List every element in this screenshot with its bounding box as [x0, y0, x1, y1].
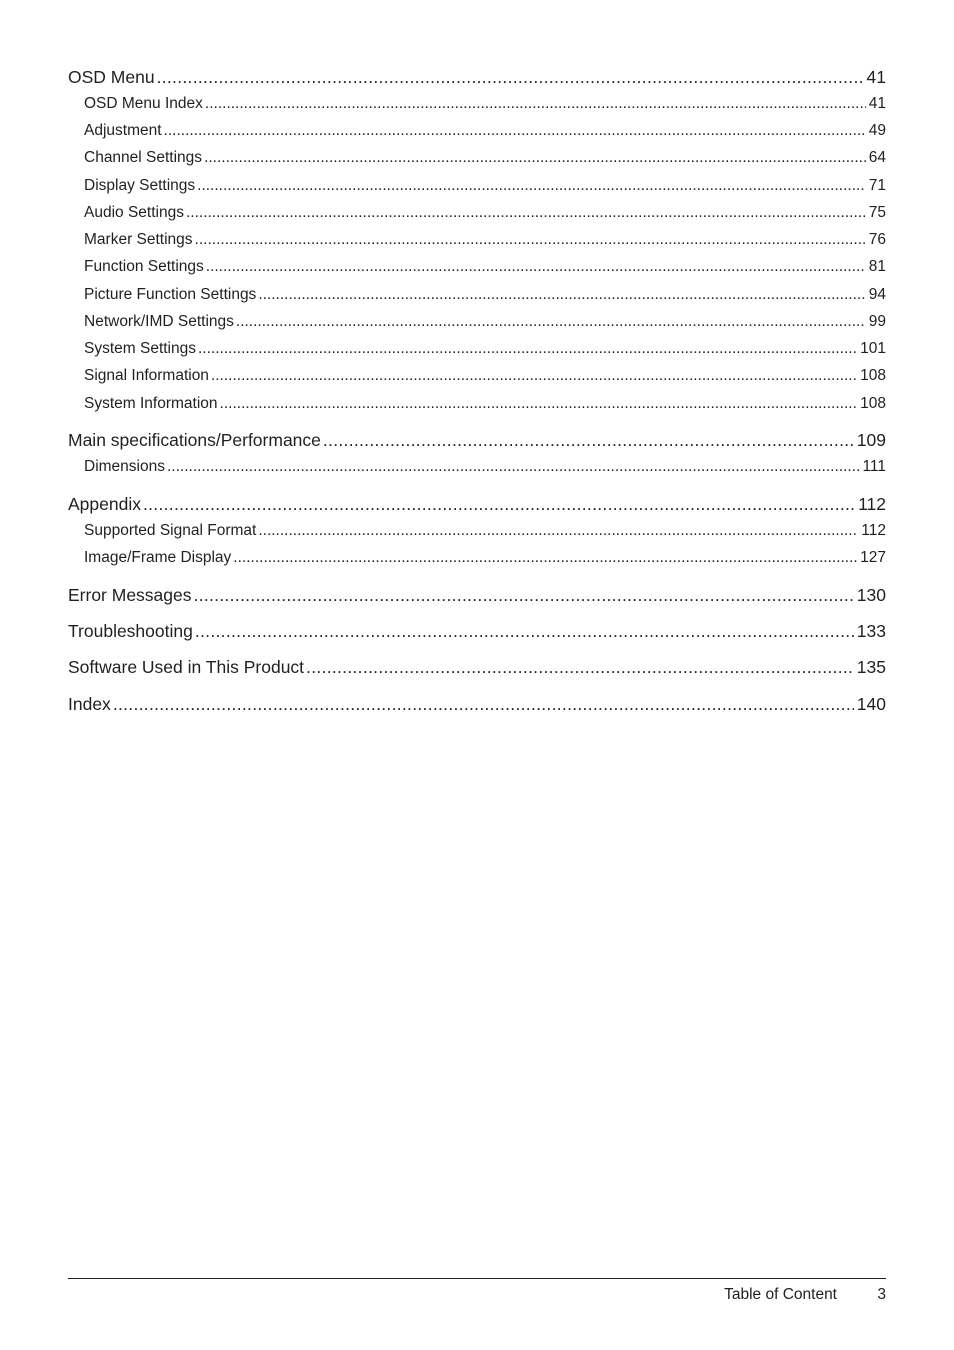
toc-dot-leader — [113, 693, 854, 715]
toc-entry-label: Software Used in This Product — [68, 657, 305, 677]
footer-divider — [68, 1278, 886, 1279]
toc-subsection-entry[interactable] — [68, 94, 886, 114]
toc-entry-label: Main specifications/Performance — [68, 430, 321, 450]
toc-dot-leader — [206, 257, 866, 277]
toc-section-entry[interactable] — [68, 620, 886, 642]
toc-entry-label: Adjustment — [84, 122, 162, 139]
toc-entry-label: Appendix — [68, 494, 141, 514]
footer-page-number: 3 — [877, 1286, 886, 1303]
toc-entry-page-number: 75 — [868, 204, 886, 221]
toc-entry-page-number: 127 — [860, 549, 886, 566]
toc-entry-label: Marker Settings — [84, 231, 193, 248]
toc-subsection-entry[interactable] — [68, 257, 886, 277]
toc-subsection-entry[interactable] — [68, 339, 886, 359]
toc-entry-label: Display Settings — [84, 177, 196, 194]
toc-entry-label: Error Messages — [68, 585, 192, 605]
toc-entry-page-number: 135 — [856, 657, 886, 677]
toc-section-entry[interactable] — [68, 584, 886, 606]
toc-entry-page-number: 49 — [868, 122, 886, 139]
toc-dot-leader — [233, 548, 857, 568]
toc-entry-label: Audio Settings — [84, 204, 184, 221]
toc-dot-leader — [194, 584, 854, 606]
toc-section-entry[interactable] — [68, 693, 886, 715]
toc-entry-page-number: 109 — [856, 430, 886, 450]
toc-subsection-entry[interactable] — [68, 148, 886, 168]
toc-dot-leader — [204, 148, 866, 168]
toc-dot-leader — [197, 176, 866, 196]
toc-dot-leader — [258, 285, 865, 305]
toc-entry-label: Network/IMD Settings — [84, 313, 234, 330]
toc-entry-label: Index — [68, 694, 111, 714]
toc-entry-page-number: 41 — [866, 67, 886, 87]
toc-dot-leader — [205, 94, 866, 114]
toc-subsection-entry[interactable] — [68, 457, 886, 477]
toc-subsection-entry[interactable] — [68, 548, 886, 568]
toc-entry-label: OSD Menu — [68, 67, 155, 87]
toc-subsection-entry[interactable] — [68, 285, 886, 305]
toc-dot-leader — [195, 230, 866, 250]
toc-entry-label: Picture Function Settings — [84, 286, 257, 303]
toc-subsection-entry[interactable] — [68, 203, 886, 223]
toc-dot-leader — [195, 620, 854, 642]
toc-dot-leader — [220, 394, 858, 414]
toc-dot-leader — [143, 493, 855, 515]
toc-entry-page-number: 130 — [856, 585, 886, 605]
toc-dot-leader — [157, 66, 864, 88]
toc-dot-leader — [198, 339, 857, 359]
toc-subsection-entry[interactable] — [68, 312, 886, 332]
toc-dot-leader — [167, 457, 859, 477]
footer-section-label: Table of Content — [724, 1286, 837, 1303]
toc-subsection-entry[interactable] — [68, 521, 886, 541]
toc-dot-leader — [323, 429, 854, 451]
toc-entry-page-number: 64 — [868, 149, 886, 166]
toc-dot-leader — [211, 366, 857, 386]
toc-entry-page-number: 108 — [860, 395, 886, 412]
toc-entry-page-number: 76 — [868, 231, 886, 248]
toc-entry-label: Channel Settings — [84, 149, 203, 166]
toc-section-entry[interactable] — [68, 66, 886, 88]
toc-subsection-entry[interactable] — [68, 121, 886, 141]
toc-entry-page-number: 111 — [862, 458, 886, 475]
toc-entry-label: Signal Information — [84, 367, 209, 384]
toc-subsection-entry[interactable] — [68, 230, 886, 250]
toc-entry-page-number: 81 — [868, 258, 886, 275]
toc-subsection-entry[interactable] — [68, 176, 886, 196]
toc-entry-label: Image/Frame Display — [84, 549, 232, 566]
toc-entry-page-number: 41 — [868, 95, 886, 112]
toc-section-entry[interactable] — [68, 493, 886, 515]
toc-entry-label: OSD Menu Index — [84, 95, 203, 112]
toc-entry-page-number: 94 — [868, 286, 886, 303]
toc-entry-page-number: 108 — [860, 367, 886, 384]
toc-section-entry[interactable] — [68, 429, 886, 451]
toc-entry-page-number: 133 — [856, 621, 886, 641]
toc-dot-leader — [306, 656, 854, 678]
toc-entry-label: System Settings — [84, 340, 196, 357]
toc-subsection-entry[interactable] — [68, 366, 886, 386]
toc-dot-leader — [186, 203, 866, 223]
toc-entry-label: Supported Signal Format — [84, 522, 257, 539]
toc-entry-page-number: 71 — [868, 177, 886, 194]
toc-entry-label: Function Settings — [84, 258, 204, 275]
toc-dot-leader — [236, 312, 866, 332]
toc-entry-page-number: 99 — [868, 313, 886, 330]
toc-entry-label: Dimensions — [84, 458, 165, 475]
toc-entry-page-number: 112 — [858, 494, 886, 514]
toc-dot-leader — [258, 521, 858, 541]
toc-entry-page-number: 140 — [856, 694, 886, 714]
toc-entry-page-number: 112 — [861, 522, 886, 539]
toc-entry-label: System Information — [84, 395, 218, 412]
toc-dot-leader — [164, 121, 866, 141]
toc-entry-page-number: 101 — [860, 340, 886, 357]
toc-entry-label: Troubleshooting — [68, 621, 193, 641]
toc-subsection-entry[interactable] — [68, 394, 886, 414]
toc-section-entry[interactable] — [68, 656, 886, 678]
